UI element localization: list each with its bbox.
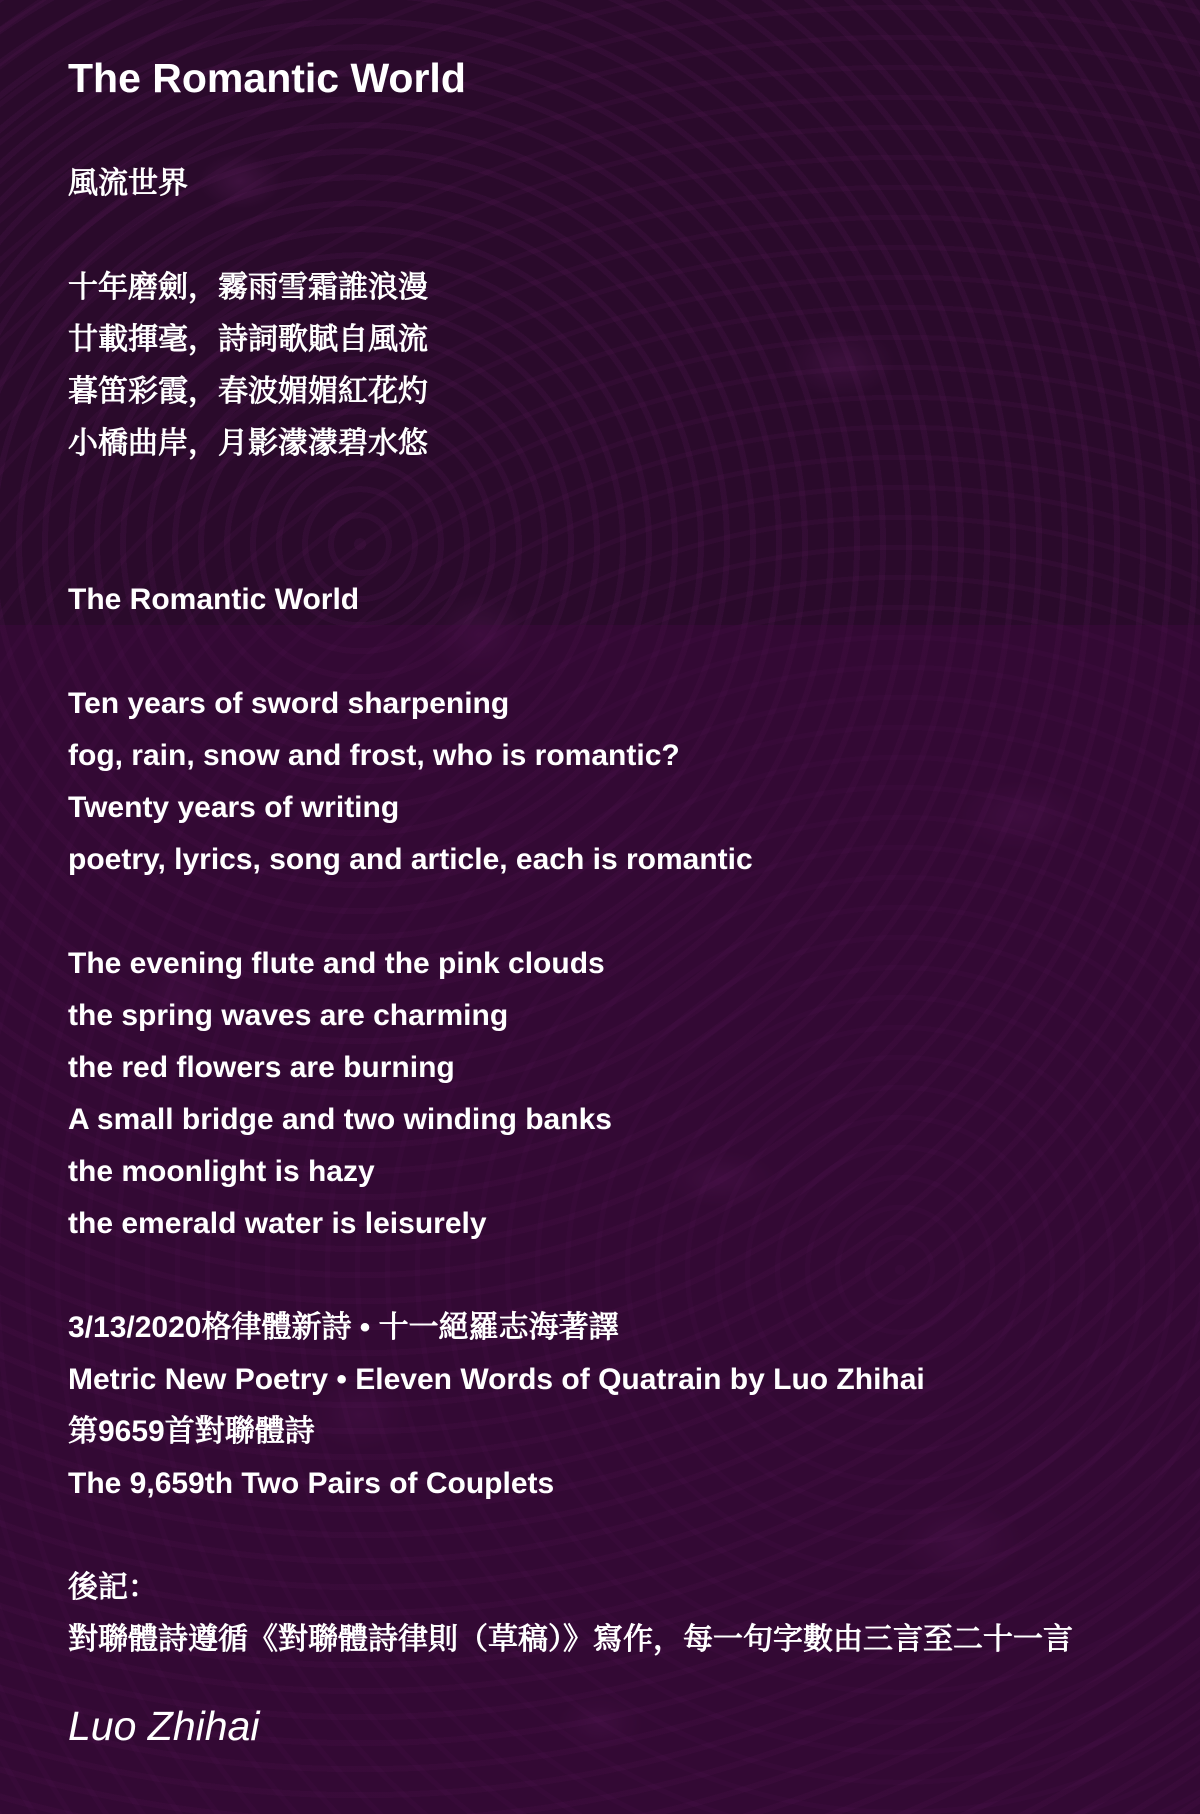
english-line: the emerald water is leisurely <box>68 1207 487 1240</box>
postscript-label: 後記： <box>68 1571 158 1604</box>
english-line: Ten years of sword sharpening <box>68 687 510 720</box>
note-line: The 9,659th Two Pairs of Couplets <box>68 1467 555 1500</box>
blank-line <box>68 470 1200 522</box>
chinese-line: 暮笛彩霞，春波媚媚紅花灼 <box>68 375 428 408</box>
blank-line <box>68 522 1200 574</box>
english-line: A small bridge and two winding banks <box>68 1103 612 1136</box>
english-line: the red flowers are burning <box>68 1051 455 1084</box>
english-line: the spring waves are charming <box>68 999 509 1032</box>
blank-line <box>68 1250 1200 1302</box>
blank-line <box>68 210 1200 262</box>
english-line: Twenty years of writing <box>68 791 400 824</box>
author-name: Luo Zhihai <box>68 1703 260 1749</box>
chinese-line: 小橋曲岸，月影濛濛碧水悠 <box>68 427 428 460</box>
chinese-line: 十年磨劍，霧雨雪霜誰浪漫 <box>68 271 428 304</box>
english-line: The evening flute and the pink clouds <box>68 947 605 980</box>
note-line: Metric New Poetry • Eleven Words of Quatrain by Luo Zhihai <box>68 1363 925 1396</box>
blank-line <box>68 1510 1200 1562</box>
chinese-title: 風流世界 <box>68 167 188 200</box>
postscript-text: 對聯體詩遵循《對聯體詩律則（草稿）》寫作，每一句字數由三言至二十一言 <box>68 1623 1073 1656</box>
note-line: 第9659首對聯體詩 <box>68 1415 315 1448</box>
poem-page <box>68 48 1200 1756</box>
english-line: poetry, lyrics, song and article, each is romantic <box>68 843 753 876</box>
blank-line <box>68 886 1200 938</box>
chinese-line: 廿載揮毫，詩詞歌賦自風流 <box>68 323 428 356</box>
english-title: The Romantic World <box>68 583 360 616</box>
blank-line <box>68 626 1200 678</box>
poem-body <box>68 158 1200 1666</box>
english-line: fog, rain, snow and frost, who is romantic? <box>68 739 680 772</box>
english-line: the moonlight is hazy <box>68 1155 375 1188</box>
page-title: The Romantic World <box>68 55 466 101</box>
note-date-line: 3/13/2020格律體新詩 • 十一絕羅志海著譯 <box>68 1311 619 1344</box>
